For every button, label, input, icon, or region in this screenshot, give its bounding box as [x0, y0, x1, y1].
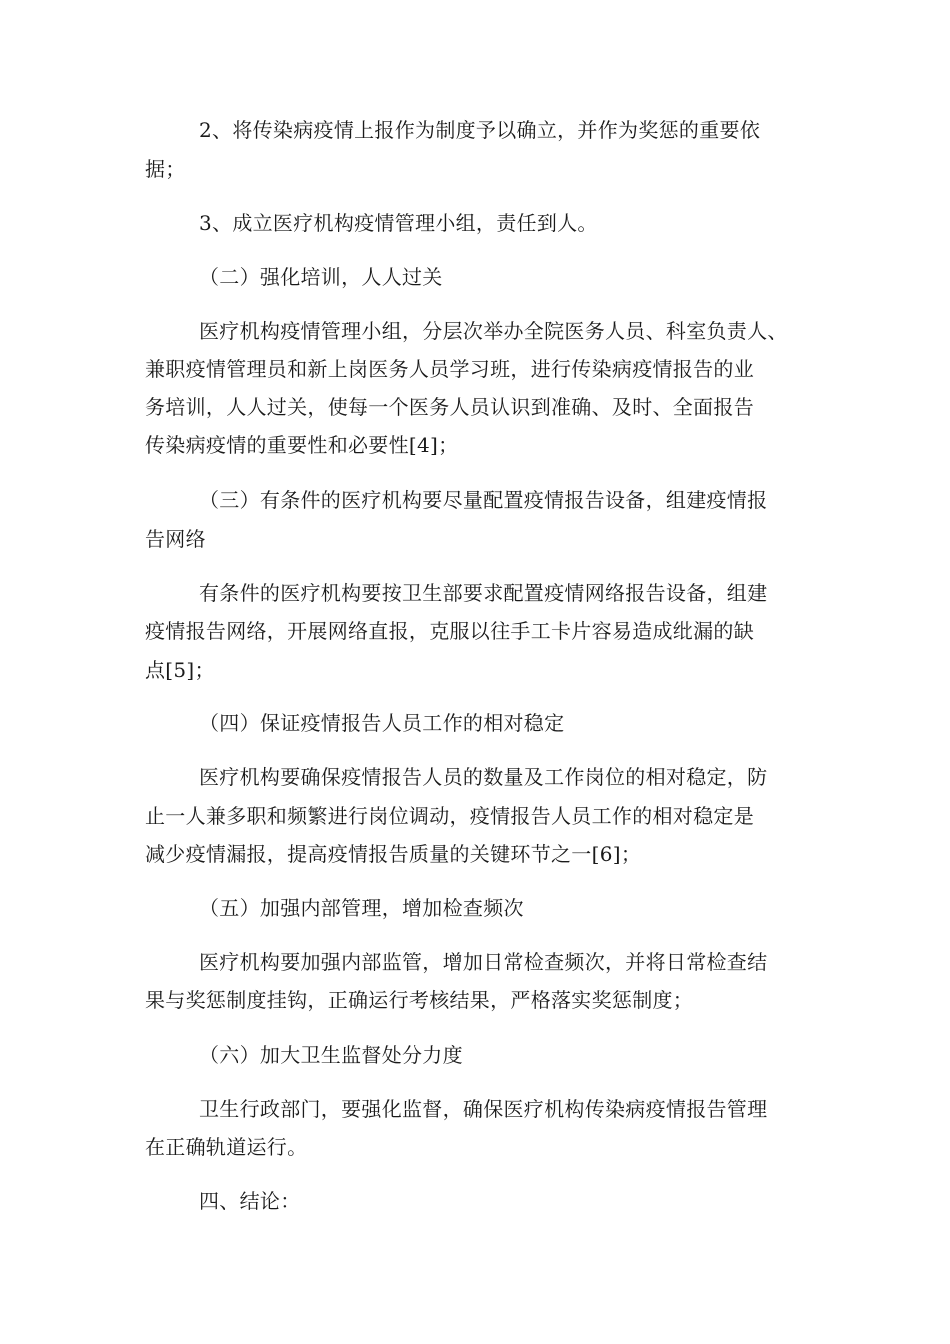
paragraph-line: 务培训，人人过关，使每一个医务人员认识到准确、及时、全面报告: [145, 395, 754, 419]
paragraph-line: 兼职疫情管理员和新上岗医务人员学习班，进行传染病疫情报告的业: [145, 357, 754, 381]
paragraph-line: 卫生行政部门，要强化监督，确保医疗机构传染病疫情报告管理: [199, 1097, 768, 1121]
paragraph-line: 有条件的医疗机构要按卫生部要求配置疫情网络报告设备，组建: [199, 581, 768, 605]
paragraph-line: 疫情报告网络，开展网络直报，克服以往手工卡片容易造成纰漏的缺: [145, 619, 754, 643]
section-heading: （三）有条件的医疗机构要尽量配置疫情报告设备，组建疫情报: [199, 488, 768, 512]
paragraph-line: 果与奖惩制度挂钩，正确运行考核结果，严格落实奖惩制度；: [145, 988, 694, 1012]
paragraph-line: 据；: [145, 157, 186, 181]
section-heading: （二）强化培训，人人过关: [199, 265, 443, 289]
paragraph-line: 2、将传染病疫情上报作为制度予以确立，并作为奖惩的重要依: [199, 118, 761, 142]
paragraph-line: 3、成立医疗机构疫情管理小组，责任到人。: [199, 211, 598, 235]
paragraph-line: 医疗机构要确保疫情报告人员的数量及工作岗位的相对稳定，防: [199, 765, 768, 789]
section-heading: 四、结论：: [199, 1189, 301, 1213]
section-heading: （五）加强内部管理，增加检查频次: [199, 896, 524, 920]
paragraph-line: 医疗机构疫情管理小组，分层次举办全院医务人员、科室负责人、: [199, 319, 788, 343]
paragraph-line: 医疗机构要加强内部监管，增加日常检查频次，并将日常检查结: [199, 950, 768, 974]
paragraph-line: 传染病疫情的重要性和必要性[4]；: [145, 433, 459, 457]
paragraph-line: 在正确轨道运行。: [145, 1135, 308, 1159]
paragraph-line: 点[5]；: [145, 658, 215, 682]
section-heading: （四）保证疫情报告人员工作的相对稳定: [199, 711, 565, 735]
section-heading: （六）加大卫生监督处分力度: [199, 1043, 463, 1067]
section-heading: 告网络: [145, 527, 206, 551]
paragraph-line: 减少疫情漏报，提高疫情报告质量的关键环节之一[6]；: [145, 842, 642, 866]
paragraph-line: 止一人兼多职和频繁进行岗位调动，疫情报告人员工作的相对稳定是: [145, 804, 754, 828]
